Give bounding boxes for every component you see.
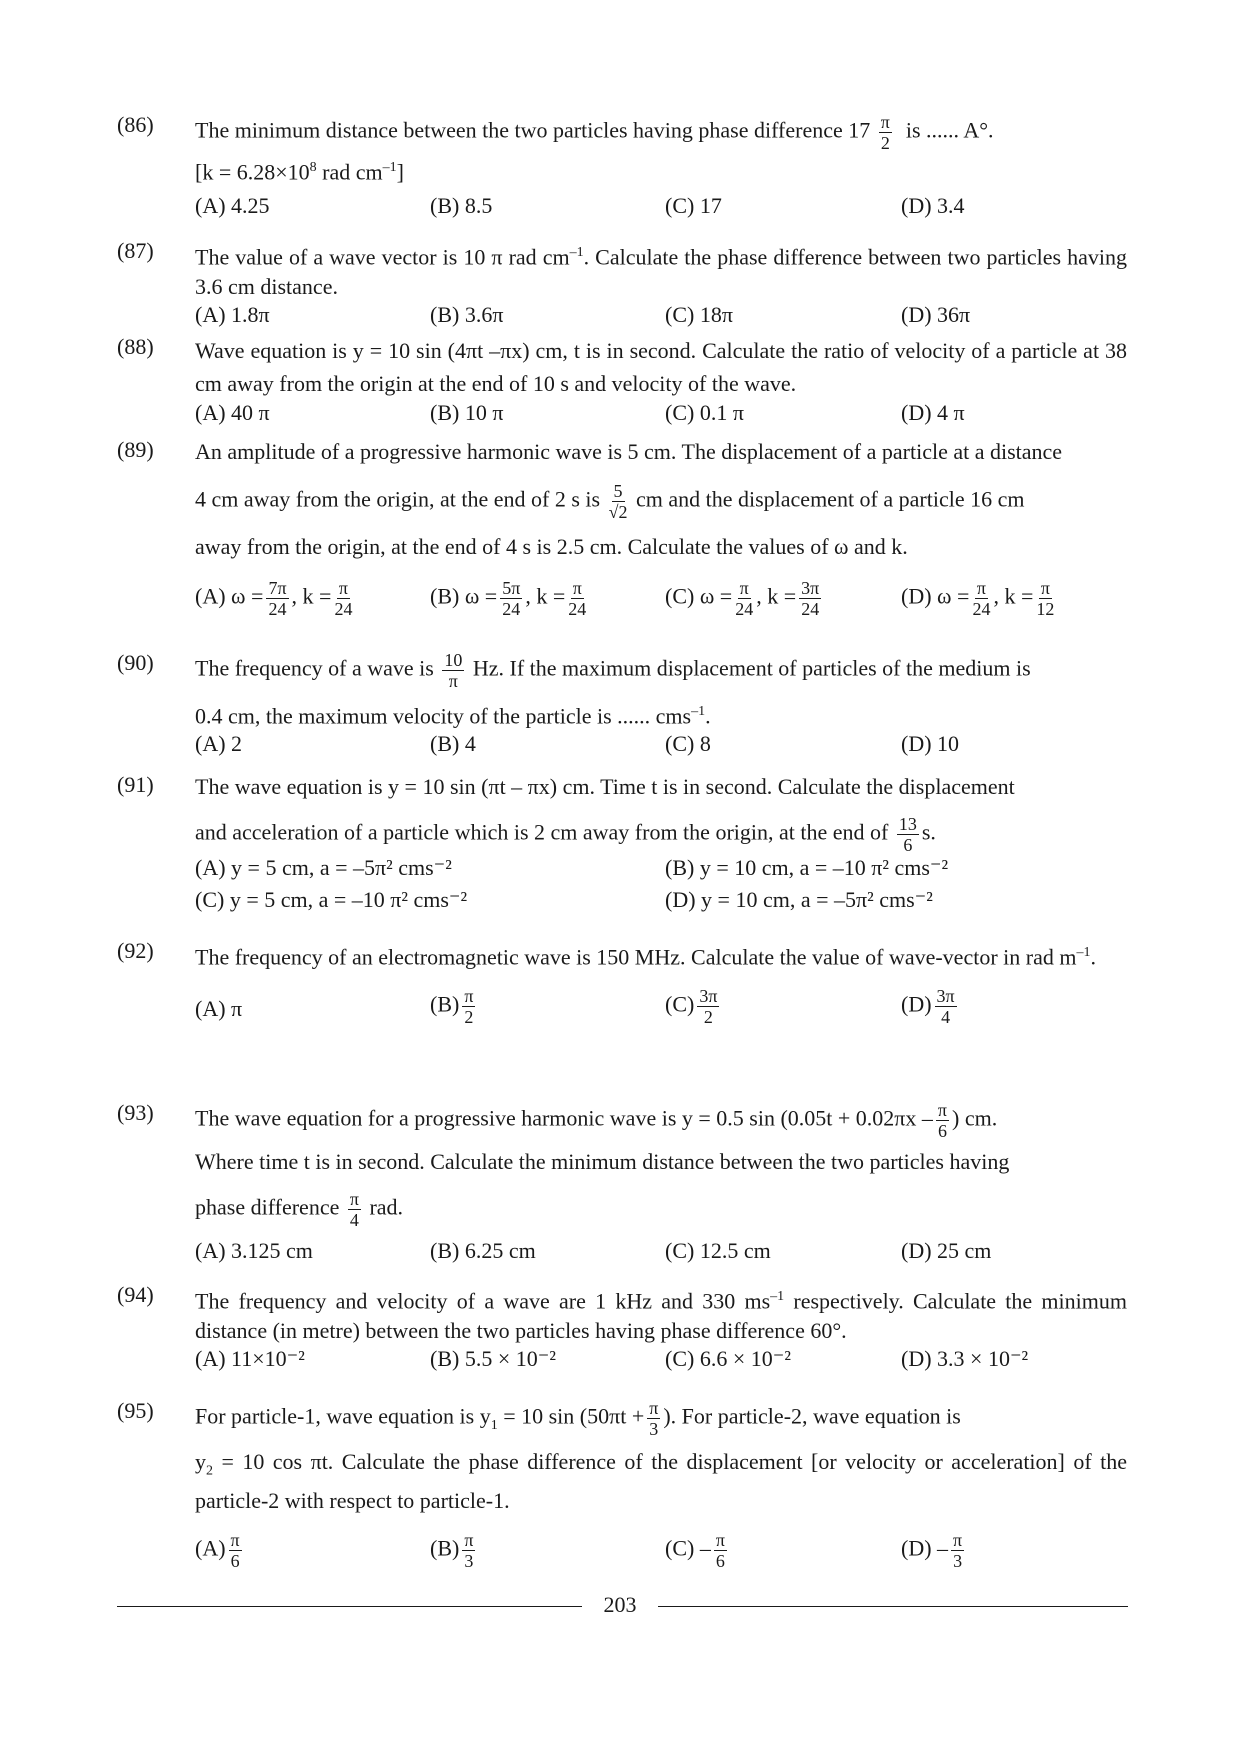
options bbox=[195, 986, 1127, 1036]
option-d: (D) 10 bbox=[901, 731, 960, 757]
fraction: $\frac{5}{√2}$ bbox=[608, 481, 628, 522]
option-d: (D) 4 π bbox=[901, 400, 965, 425]
question-number: (89) bbox=[117, 437, 154, 462]
question-number: (93) bbox=[117, 1100, 154, 1125]
question-text: The minimum distance between the two particles having phase difference 17 $\frac{\pi}{2}$ is ...... A°. [$k = 6.28\times 10^8$ rad $cm^{-1}$] bbox=[195, 112, 994, 185]
option-c: (C) 12.5 cm bbox=[665, 1238, 771, 1263]
option-d: (D) y = 10 cm, a = –5π² cms⁻² bbox=[665, 887, 933, 912]
question-number: (92) bbox=[117, 938, 154, 963]
option-c: (C) $\frac{3\pi}{2}$ bbox=[665, 986, 718, 1028]
options bbox=[195, 1238, 1127, 1270]
options bbox=[195, 193, 1127, 225]
question-87 bbox=[117, 238, 1127, 334]
option-d: (D) 25 cm bbox=[901, 1238, 992, 1263]
fraction: $\frac{\pi}{2}$ bbox=[880, 112, 890, 153]
option-a: (A) $\frac{\pi}{6}$ bbox=[195, 1530, 240, 1572]
option-c: (C) 18π bbox=[665, 302, 733, 328]
option-c: (C) y = 5 cm, a = –10 π² cms⁻² bbox=[195, 887, 468, 912]
question-text: An amplitude of a progressive harmonic wave is 5 cm. The displacement of a particle at a distance 4 cm away from the origin, at the end of 2 s is $\frac{5}{√2}$ cm and the displacement of a particle 16 cm away from the origin, at the end of 4 s is 2.5 cm. Calculate the values of ω and k. bbox=[195, 439, 1063, 559]
options bbox=[195, 887, 1127, 919]
question-number: (86) bbox=[117, 112, 154, 137]
question-93 bbox=[117, 1100, 1127, 1270]
question-88 bbox=[117, 334, 1127, 432]
option-d: (D) 36π bbox=[901, 302, 971, 328]
option-c: (C) 6.6 × 10⁻² bbox=[665, 1346, 791, 1372]
option-a: (A) 4.25 bbox=[195, 193, 270, 219]
option-a: (A) 1.8π bbox=[195, 302, 270, 328]
option-a: (A) π bbox=[195, 996, 243, 1022]
question-number: (91) bbox=[117, 772, 154, 797]
question-text: The frequency and velocity of a wave are 1 kHz and 330 $ms^{-1}$ respectively. Calculate the minimum distance (in metre) between the two particles having phase difference 60°. bbox=[195, 1288, 1127, 1344]
option-d: (D) 3.4 bbox=[901, 193, 965, 219]
option-c: (C) 17 bbox=[665, 193, 722, 219]
option-b: (B) 4 bbox=[430, 731, 476, 757]
option-a: (A) 40 π bbox=[195, 400, 270, 425]
question-text: The wave equation is y = 10 sin (πt – πx) cm. Time t is in second. Calculate the displacement and acceleration of a particle which is 2 cm away from the origin, at the end of $\frac{13}{6}$ s. bbox=[195, 774, 1015, 855]
question-number: (95) bbox=[117, 1398, 154, 1423]
page-number: 203 bbox=[603, 1592, 637, 1617]
question-91 bbox=[117, 772, 1127, 919]
option-b: (B) 6.25 cm bbox=[430, 1238, 536, 1263]
question-text: The frequency of a wave is $\frac{10}{\pi}$ Hz. If the maximum displacement of particles of the medium is 0.4 cm, the maximum velocity of the particle is ...... cms$^{-1}$. bbox=[195, 650, 1031, 729]
question-text: The wave equation for a progressive harmonic wave is y = 0.5 sin (0.05t + 0.02πx – $\frac{\pi}{6}$ ) cm. Where time t is in second. Calculate the minimum distance between the two particles having phase difference $\frac{\pi}{4}$ rad. bbox=[195, 1100, 1010, 1230]
option-b: (B) 8.5 bbox=[430, 193, 493, 219]
options bbox=[195, 400, 1127, 432]
option-a: (A) 3.125 cm bbox=[195, 1238, 313, 1263]
question-number: (90) bbox=[117, 650, 154, 675]
options bbox=[195, 1346, 1127, 1378]
question-number: (87) bbox=[117, 238, 154, 263]
options bbox=[195, 578, 1127, 622]
option-a: (A) 11×10⁻² bbox=[195, 1346, 305, 1372]
options bbox=[195, 1530, 1127, 1578]
footer-rule-right bbox=[658, 1606, 1128, 1607]
option-b: (B) ω = $\frac{5\pi}{24}$ , k = $\frac{\pi}{24}$ bbox=[430, 578, 587, 619]
options bbox=[195, 731, 1127, 763]
option-b: (B) 10 π bbox=[430, 400, 504, 425]
option-c: (C) 8 bbox=[665, 731, 711, 757]
question-number: (88) bbox=[117, 334, 154, 359]
question-86 bbox=[117, 112, 1127, 225]
question-text: The frequency of an electromagnetic wave is 150 MHz. Calculate the value of wave-vector in rad $m^{-1}$. bbox=[195, 944, 1096, 970]
option-a: (A) ω = $\frac{7\pi}{24}$ , k = $\frac{\pi}{24}$ bbox=[195, 578, 353, 619]
option-b: (B) 3.6π bbox=[430, 302, 504, 328]
option-d: (D) ω = $\frac{\pi}{24}$ , k = $\frac{\pi}{12}$ bbox=[901, 578, 1055, 619]
option-c: (C) – $\frac{\pi}{6}$ bbox=[665, 1530, 725, 1572]
question-text: The value of a wave vector is 10 π rad $cm^{-1}$. Calculate the phase difference between two particles having 3.6 cm distance. bbox=[195, 244, 1127, 300]
question-text: For particle-1, wave equation is $y_1 = 10$ sin (50πt + $\frac{\pi}{3}$ ). For particle-2, wave equation is $y_2 = 10$ cos πt. Calculate the phase difference of the displacement [or velocity or acceleration] of the particle-2 with respect to particle-1. bbox=[195, 1398, 1127, 1514]
option-b: (B) y = 10 cm, a = –10 π² cms⁻² bbox=[665, 855, 949, 880]
question-95 bbox=[117, 1398, 1127, 1578]
option-b: (B) 5.5 × 10⁻² bbox=[430, 1346, 556, 1372]
option-a: (A) y = 5 cm, a = –5π² cms⁻² bbox=[195, 855, 452, 880]
option-c: (C) 0.1 π bbox=[665, 400, 744, 425]
question-92 bbox=[117, 938, 1127, 1036]
option-b: (B) $\frac{\pi}{2}$ bbox=[430, 986, 474, 1028]
options bbox=[195, 855, 1127, 887]
question-number: (94) bbox=[117, 1282, 154, 1307]
question-90 bbox=[117, 650, 1127, 763]
question-89 bbox=[117, 437, 1127, 622]
option-c: (C) ω = $\frac{\pi}{24}$ , k = $\frac{3\pi}{24}$ bbox=[665, 578, 820, 619]
options bbox=[195, 302, 1127, 334]
question-94 bbox=[117, 1282, 1127, 1378]
option-d: (D) 3.3 × 10⁻² bbox=[901, 1346, 1029, 1372]
option-b: (B) $\frac{\pi}{3}$ bbox=[430, 1530, 474, 1572]
footer-rule-left bbox=[117, 1606, 582, 1607]
question-text: Wave equation is y = 10 sin (4πt –πx) cm, t is in second. Calculate the ratio of velocity of a particle at 38 cm away from the origin at the end of 10 s and velocity of the wave. bbox=[195, 338, 1127, 396]
option-a: (A) 2 bbox=[195, 731, 243, 757]
option-d: (D) $\frac{3\pi}{4}$ bbox=[901, 986, 955, 1028]
option-d: (D) – $\frac{\pi}{3}$ bbox=[901, 1530, 963, 1572]
